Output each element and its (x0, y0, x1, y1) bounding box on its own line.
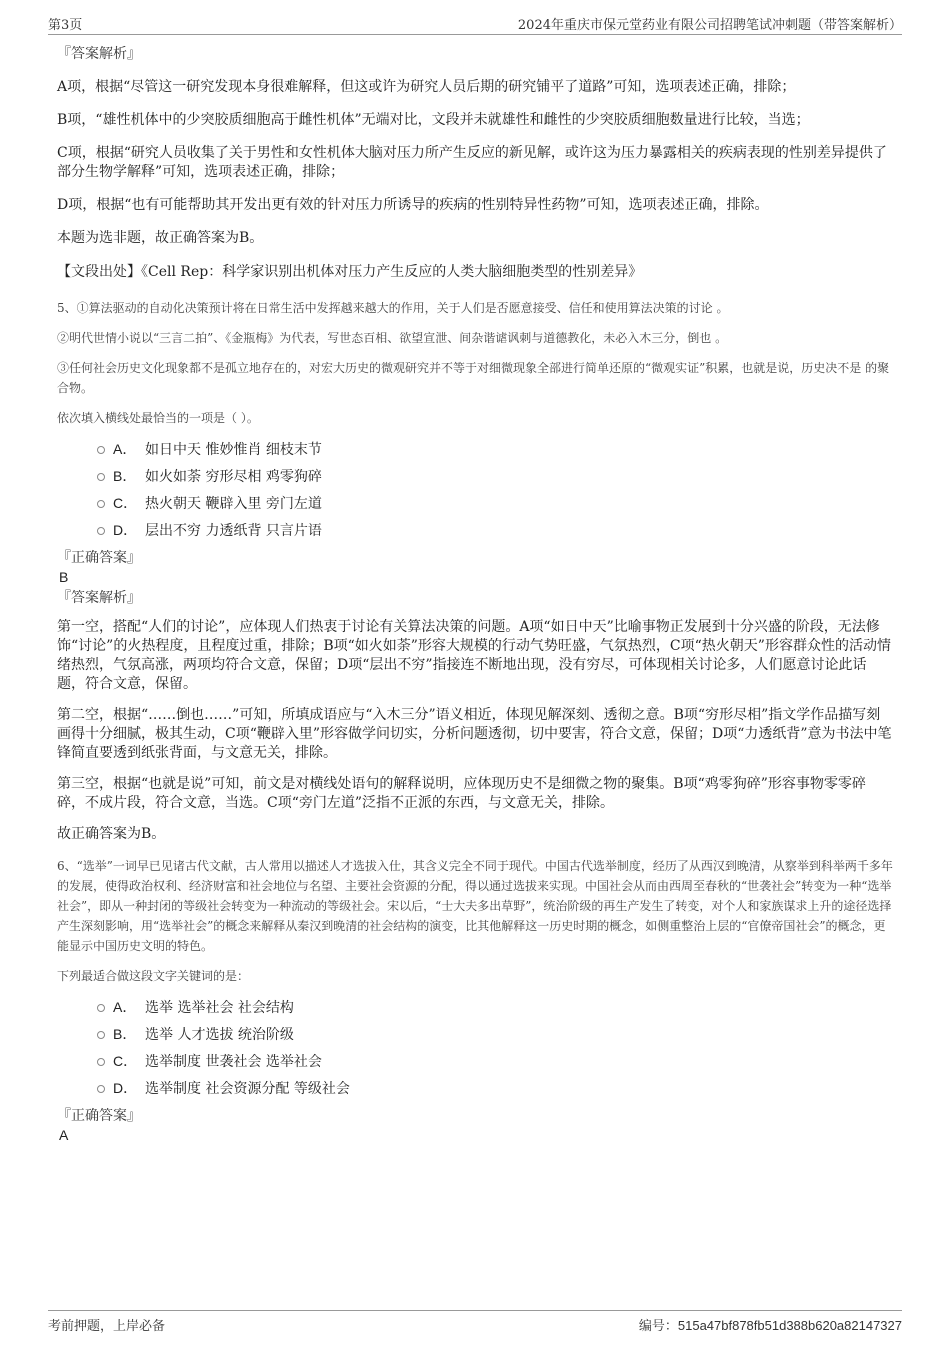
q5-analysis-2: 第二空，根据“……倒也……”可知，所填成语应与“入木三分”语义相近，体现见解深刻、透彻之意。B项“穷形尽相”指文学作品描写刻画得十分细腻，极其生动，C项“鞭辟入里”形容做学问切实，分析问题透彻，切中要害，符合文意，保留；D项“力透纸背”意为书法中笔锋简直要透到纸张背面，与文意无关，排除。 (57, 707, 892, 761)
q5-analysis-label: 『答案解析』 (57, 590, 141, 606)
q6-option-d[interactable]: D． 选举制度 社会资源分配 等级社会 (97, 1075, 893, 1102)
q5-option-b[interactable]: B． 如火如荼 穷形尽相 鸡零狗碎 (97, 463, 893, 490)
q5-option-d[interactable]: D． 层出不穷 力透纸背 只言片语 (97, 517, 893, 544)
q5-analysis-1: 第一空，搭配“人们的讨论”，应体现人们热衷于讨论有关算法决策的问题。A项“如日中天”比喻事物正发展到十分兴盛的阶段，无法修饰“讨论”的火热程度，且程度过重，排除；B项“如火如荼”形容大规模的行动气势旺盛，气氛热烈，C项“热火朝天”形容群众性的活动情绪热烈，气氛高涨，两项均符合文意，保留；D项“层出不穷”指接连不断地出现，没有穷尽，可体现相关讨论多，人们愿意讨论此话题，符合文意，保留。 (57, 619, 891, 692)
radio-icon[interactable] (97, 1085, 105, 1093)
page-header (48, 12, 902, 35)
radio-icon[interactable] (97, 446, 105, 454)
radio-icon[interactable] (97, 1031, 105, 1039)
q6-option-c[interactable]: C． 选举制度 世袭社会 选举社会 (97, 1048, 893, 1075)
q5-line-2: ②明代世情小说以“三言二拍”、《金瓶梅》为代表，写世态百相、欲望宣泄、间杂谐谑讽刺与道德教化，未必入木三分，倒也 。 (57, 331, 728, 345)
q5-line-3: ③任何社会历史文化现象都不是孤立地存在的，对宏大历史的微观研究并不等于对细微现象全部进行简单还原的“微观实证”积累，也就是说，历史决不是 的聚合物。 (57, 361, 890, 395)
q6-option-a[interactable]: A． 选举 选举社会 社会结构 (97, 994, 893, 1021)
q5-answer-label: 『正确答案』 (57, 550, 141, 566)
q4-conclusion: 本题为选非题，故正确答案为B。 (57, 230, 264, 246)
q5-analysis-3: 第三空，根据“也就是说”可知，前文是对横线处语句的解释说明，应体现历史不是细微之物的聚集。B项“鸡零狗碎”形容事物零零碎碎，不成片段，符合文意，当选。C项“旁门左道”泛指不正派的东西，与文意无关，排除。 (57, 776, 866, 811)
radio-icon[interactable] (97, 1004, 105, 1012)
q6-options (57, 994, 893, 1102)
q6-option-b[interactable]: B． 选举 人才选拔 统治阶级 (97, 1021, 893, 1048)
q4-source: 【文段出处】《Cell Rep：科学家识别出机体对压力产生反应的人类大脑细胞类型的性别差异》 (57, 264, 643, 280)
footer-slogan: 考前押题，上岸必备 (48, 1319, 166, 1334)
page-footer (48, 1310, 902, 1335)
q4-analysis-b: B项，“雄性机体中的少突胶质细胞高于雌性机体”无端对比，文段并未就雄性和雌性的少突胶质细胞数量进行比较，当选； (57, 112, 810, 128)
document-code (639, 1315, 902, 1334)
q5-options (57, 436, 893, 544)
q4-analysis-c: C项，根据“研究人员收集了关于男性和女性机体大脑对压力所产生反应的新见解，或许这为压力暴露相关的疾病表现的性别差异提供了部分生物学解释”可知，选项表述正确，排除； (57, 145, 887, 180)
radio-icon[interactable] (97, 527, 105, 535)
q4-analysis-a: A项，根据“尽管这一研究发现本身很难解释，但这或许为研究人员后期的研究铺平了道路”可知，选项表述正确，排除； (57, 79, 796, 95)
q4-analysis-d: D项，根据“也有可能帮助其开发出更有效的针对压力所诱导的疾病的性别特异性药物”可知，选项表述正确，排除。 (57, 197, 769, 213)
q6-answer-label: 『正确答案』 (57, 1108, 141, 1124)
document-title: 2024年重庆市保元堂药业有限公司招聘笔试冲刺题（带答案解析） (517, 18, 902, 33)
radio-icon[interactable] (97, 473, 105, 481)
page-content (57, 44, 893, 1146)
q5-prompt: 依次填入横线处最恰当的一项是（ ）。 (57, 411, 259, 425)
q5-conclusion: 故正确答案为B。 (57, 826, 166, 842)
q5-answer: B (59, 569, 69, 585)
q5-option-a[interactable]: A． 如日中天 惟妙惟肖 细枝末节 (97, 436, 893, 463)
q4-analysis-label: 『答案解析』 (57, 46, 141, 62)
radio-icon[interactable] (97, 1058, 105, 1066)
q6-prompt: 下列最适合做这段文字关键词的是： (57, 969, 250, 983)
q5-option-c[interactable]: C． 热火朝天 鞭辟入里 旁门左道 (97, 490, 893, 517)
document-code-label: 编号： (638, 1319, 678, 1334)
radio-icon[interactable] (97, 500, 105, 508)
q6-passage: 6、“选举”一词早已见诸古代文献，古人常用以描述人才选拔入仕，其含义完全不同于现代。中国古代选举制度，经历了从西汉到晚清，从察举到科举两千多年的发展，使得政治权利、经济财富和社会地位与名望、主要社会资源的分配，得以通过选拔来实现。中国社会从而由西周至春秋的“世袭社会”转变为一种“选举社会”，即从一种封闭的等级社会转变为一种流动的等级社会。宋以后，“士大夫多出草野”，统治阶级的再生产发生了转变，对个人和家族谋求上升的途径选择产生深刻影响，用“选举社会”的概念来解释从秦汉到晚清的社会结构的演变，比其他解释这一历史时期的概念，如侧重整治上层的“官僚帝国社会”的概念，更能显示中国历史文明的特色。 (57, 859, 893, 953)
document-code-value: 515a47bf878fb51d388b620a82147327 (677, 1318, 902, 1333)
page-number: 第3页 (48, 18, 83, 33)
q5-line-1: 5、①算法驱动的自动化决策预计将在日常生活中发挥越来越大的作用，关于人们是否愿意接受、信任和使用算法决策的讨论 。 (57, 301, 729, 315)
q6-answer: A (59, 1127, 69, 1143)
